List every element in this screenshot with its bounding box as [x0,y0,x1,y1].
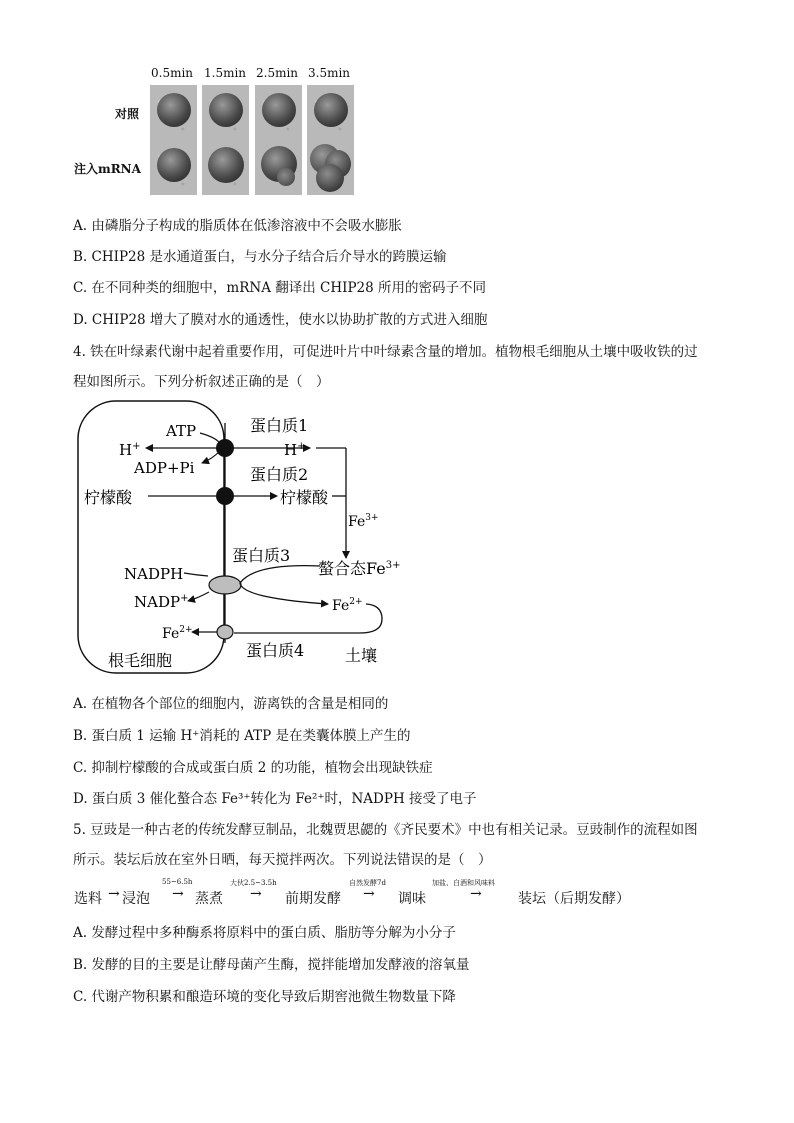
image-mrna-2 [255,140,302,195]
image-control-3 [307,85,354,140]
protein3-label: 蛋白质3 [232,546,291,565]
flow-step-4: 前期发酵 [285,891,341,907]
cell-name-label: 根毛细胞 [108,651,173,670]
nadph-label: NADPH [124,565,184,583]
iron-uptake-diagram [70,393,410,683]
protein4-marker [217,625,233,639]
flow-step-2: 浸泡 [122,891,150,907]
q4-stem-line1: 4. 铁在叶绿素代谢中起着重要作用，可促进叶片中叶绿素含量的增加。植物根毛细胞从土壤中吸收铁的过 [73,344,698,360]
atp-label: ATP [166,422,197,440]
flow-step-1: 选料 [74,891,102,907]
q3-option-c: C. 在不同种类的细胞中，mRNA 翻译出 CHIP28 所用的密码子不同 [73,280,487,296]
h-in-label: H+ [119,441,141,459]
q5-option-a: A. 发酵过程中多种酶系将原料中的蛋白质、脂肪等分解为小分子 [73,925,456,941]
flow-arrow-3: → [250,886,262,902]
q3-option-d: D. CHIP28 增大了膜对水的通透性，使水以协助扩散的方式进入细胞 [73,312,488,328]
protein2-marker [216,487,234,505]
time-label-1: 1.5min [204,66,247,80]
time-label-2: 2.5min [256,66,299,80]
protein4-label: 蛋白质4 [246,641,305,660]
flow-annot-1: 55~6.5h [162,878,193,886]
flow-arrow-1: → [108,886,120,902]
time-label-3: 3.5min [308,66,351,80]
q3-option-a: A. 由磷脂分子构成的脂质体在低渗溶液中不会吸水膨胀 [73,218,402,234]
q4-option-d: D. 蛋白质 3 催化螯合态 Fe³⁺转化为 Fe²⁺时，NADPH 接受了电子 [73,791,477,807]
q3-option-b: B. CHIP28 是水通道蛋白，与水分子结合后介导水的跨膜运输 [73,249,447,265]
protein3-marker [209,576,241,594]
flow-step-5: 调味 [398,891,426,907]
flow-annot-3: 自然发酵7d [349,879,386,887]
flow-arrow-5: → [470,886,482,902]
chelate-label: 螯合态$Fe^{3+}$ [318,559,401,578]
image-control-1 [202,85,249,140]
q4-option-a: A. 在植物各个部位的细胞内，游离铁的含量是相同的 [73,696,389,712]
q4-option-c: C. 抑制柠檬酸的合成或蛋白质 2 的功能，植物会出现缺铁症 [73,760,433,776]
adp-label: ADP+Pi [134,459,195,477]
q5-stem-line1: 5. 豆豉是一种古老的传统发酵豆制品，北魏贾思勰的《齐民要术》中也有相关记录。豆豉制作的流程如图 [73,822,698,838]
fe2-out-label: $Fe^{2+}$ [332,597,363,614]
flow-annot-4: 加盐、白酒和风味料 [432,879,495,887]
flow-arrow-4: → [363,886,375,902]
soil-label: 土壤 [345,646,378,665]
row-label-mrna: 注入mRNA [74,162,141,176]
fe2-in-label: $Fe^{2+}$ [162,625,193,642]
image-mrna-1 [202,140,249,195]
image-mrna-0 [150,140,197,195]
q5-stem-line2: 所示。装坛后放在室外日晒，每天搅拌两次。下列说法错误的是（ ） [73,852,492,868]
flow-step-3: 蒸煮 [195,891,223,907]
protein1-label: 蛋白质1 [250,416,309,435]
protein2-label: 蛋白质2 [250,465,309,484]
image-control-2 [255,85,302,140]
q5-option-b: B. 发酵的目的主要是让酵母菌产生酶，搅拌能增加发酵液的溶氧量 [73,957,470,973]
image-mrna-3 [307,140,354,195]
flow-annot-2: 大伙2.5~3.5h [230,879,277,887]
time-label-0: 0.5min [151,66,194,80]
citric-in-label: 柠檬酸 [84,488,133,507]
q5-option-c: C. 代谢产物积累和酿造环境的变化导致后期窖池微生物数量下降 [73,989,456,1005]
citric-out-label: 柠檬酸 [280,488,329,507]
h-out-label: H+ [284,441,306,459]
flow-step-6: 装坛（后期发酵） [518,891,630,907]
q4-stem-line2: 程如图所示。下列分析叙述正确的是（ ） [73,374,330,390]
nadp-label: NADP+ [134,593,189,611]
row-label-control: 对照 [115,107,140,121]
fe3-label: $Fe^{3+}$ [348,513,379,530]
image-control-0 [150,85,197,140]
flow-arrow-2: → [172,886,184,902]
q4-option-b: B. 蛋白质 1 运输 H⁺消耗的 ATP 是在类囊体膜上产生的 [73,728,411,744]
